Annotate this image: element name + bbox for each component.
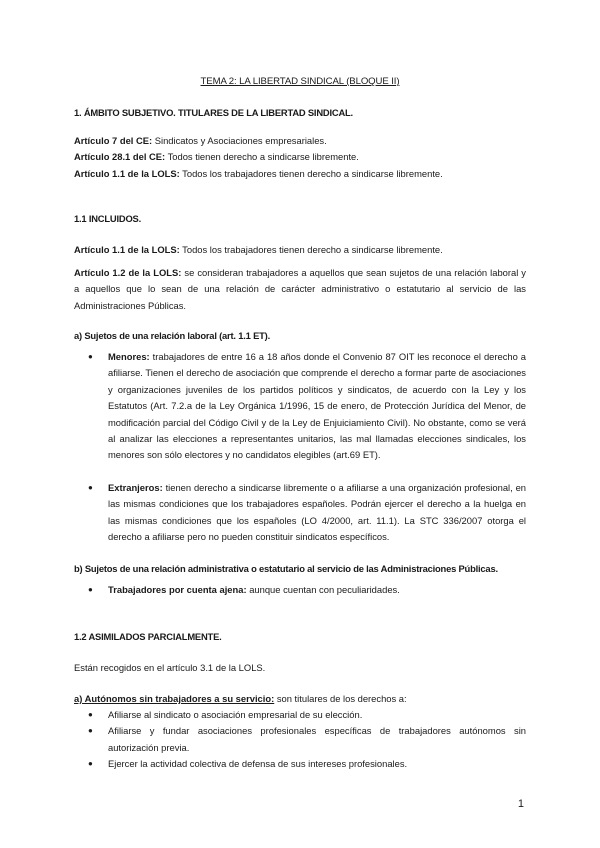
article-line: Artículo 7 del CE: Sindicatos y Asociaciones empresariales. <box>74 135 327 146</box>
subsection-b-heading: b) Sujetos de una relación administrativa o estatutario al servicio de las Administraciones Públicas. <box>74 563 498 574</box>
section-1-1-paragraph-1: Artículo 1.1 de la LOLS: Todos los trabajadores tienen derecho a sindicarse libremente. <box>74 244 443 255</box>
section-1-1-paragraph-2: Artículo 1.2 de la LOLS: se consideran trabajadores a aquellos que sean sujetos de una relación laboral y a aquellos que lo sean de una relación de carácter administrativo o estatutario al servicio de las Administraciones Públicas. <box>74 267 526 311</box>
bullet-icon: ● <box>88 759 93 769</box>
section-1-2-list <box>74 707 526 773</box>
article-line: Artículo 28.1 del CE: Todos tienen derecho a sindicarse libremente. <box>74 151 359 163</box>
section-1-2-a-line: a) Autónomos sin trabajadores a su servicio: son titulares de los derechos a: <box>74 693 407 704</box>
list-item: ● Extranjeros: tienen derecho a sindicarse libremente o a afiliarse a una organización profesional, en las mismas condiciones que los trabajadores españoles. Podrán ejercer el derecho a la huelga en las mismas condiciones que los españoles (LO 4/2000, art. 11.1). La STC 336/2007 otorga el derecho a afiliarse pero no pueden constituir sindicatos específicos. <box>88 481 526 543</box>
bullet-icon: ● <box>88 710 93 719</box>
subsection-a-list <box>74 349 526 545</box>
subsection-a-heading: a) Sujetos de una relación laboral (art. 1.1 ET). <box>74 330 270 341</box>
section-1-2-intro: Están recogidos en el artículo 3.1 de la LOLS. <box>74 662 266 673</box>
subsection-b-list <box>74 582 526 598</box>
section-1-2-heading: 1.2 ASIMILADOS PARCIALMENTE. <box>74 631 222 642</box>
bullet-icon: ● <box>88 352 93 361</box>
list-item: ● Afiliarse al sindicato o asociación empresarial de su elección. <box>74 707 526 723</box>
section-1-articles <box>74 133 526 182</box>
bullet-icon: ● <box>88 585 93 594</box>
list-item: ● Menores: trabajadores de entre 16 a 18 años donde el Convenio 87 OIT les reconoce el derecho a afiliarse. Tienen el derecho de asociación que comprende el derecho a formar parte de asociaciones y organizaciones juveniles de los partidos políticos y sindicatos, de acuerdo con la Ley y los Estatutos (Art. 7.2.a de la Ley Orgánica 1/1996, 15 de enero, de Protección Jurídica del Menor, de modificación parcial del Código Civil y de la Ley de Enjuiciamiento Civil). No obstante, como se verá al analizar las elecciones a representantes unitarios, las mal llamadas elecciones sindicales, los menores son sólo electores y no candidatos elegibles (art.69 ET). <box>88 351 526 461</box>
section-1-heading: 1. ÁMBITO SUBJETIVO. TITULARES DE LA LIBERTAD SINDICAL. <box>74 107 353 118</box>
page-title: TEMA 2: LA LIBERTAD SINDICAL (BLOQUE II) <box>200 76 400 87</box>
bullet-icon: ● <box>88 482 93 492</box>
bullet-icon: ● <box>88 726 93 736</box>
article-line: Artículo 1.1 de la LOLS: Todos los trabajadores tienen derecho a sindicarse libremente. <box>74 167 443 179</box>
list-item: ● Ejercer la actividad colectiva de defensa de sus intereses profesionales. <box>74 756 526 772</box>
list-item: ● Trabajadores por cuenta ajena: aunque cuentan con peculiaridades. <box>74 582 526 598</box>
list-item: ● Afiliarse y fundar asociaciones profesionales específicas de trabajadores autónomos sin autorización previa. <box>88 725 526 753</box>
section-1-1-heading: 1.1 INCLUIDOS. <box>74 213 142 224</box>
page-number: 1 <box>517 798 524 810</box>
